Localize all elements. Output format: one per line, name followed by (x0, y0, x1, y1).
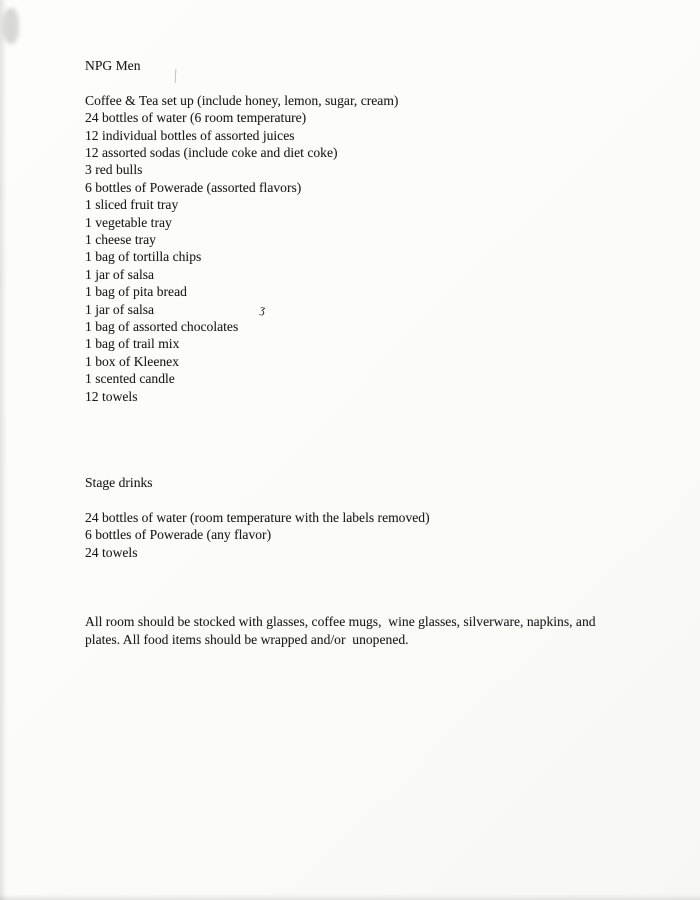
list-item: 1 jar of salsa (85, 301, 155, 317)
list-item: 1 jar of salsa (85, 266, 155, 282)
list-item: 12 individual bottles of assorted juices (85, 127, 295, 143)
stage-drinks-list (85, 509, 633, 561)
list-item: 1 scented candle (85, 371, 175, 387)
greenroom-list (85, 92, 633, 405)
list-item: 12 towels (85, 388, 138, 404)
list-item: 3 red bulls (85, 162, 143, 178)
scan-artifact-bottom-edge (0, 894, 700, 900)
list-item: 1 bag of trail mix (85, 336, 180, 352)
scan-artifact-left-edge (0, 0, 7, 900)
list-item: 6 bottles of Powerade (assorted flavors) (85, 179, 302, 195)
list-item: 24 bottles of water (room temperature with the labels removed) (85, 509, 430, 525)
list-item: 1 cheese tray (85, 232, 156, 248)
scan-artifact-smudge (3, 8, 19, 44)
list-item: 12 assorted sodas (include coke and diet coke) (85, 145, 338, 161)
footer-note: All room should be stocked with glasses, coffee mugs, wine glasses, silverware, napkins, and plates. All food items should be wrapped and/or unopened. (85, 614, 599, 647)
list-item: 1 sliced fruit tray (85, 197, 179, 213)
document-content (85, 57, 633, 648)
list-item: 24 bottles of water (6 room temperature) (85, 110, 307, 126)
list-item: 6 bottles of Powerade (any flavor) (85, 527, 272, 543)
list-item: 1 bag of tortilla chips (85, 249, 202, 265)
list-item: 1 vegetable tray (85, 214, 172, 230)
list-item: 24 towels (85, 544, 138, 560)
list-item: Coffee & Tea set up (include honey, lemon, sugar, cream) (85, 92, 399, 108)
list-item: 1 bag of pita bread (85, 284, 187, 300)
stage-drinks-heading: Stage drinks (85, 475, 153, 491)
document-title: NPG Men (85, 58, 141, 73)
list-item: 1 box of Kleenex (85, 353, 179, 369)
list-item: 1 bag of assorted chocolates (85, 319, 239, 335)
ink-mark: ʒ (258, 301, 268, 317)
